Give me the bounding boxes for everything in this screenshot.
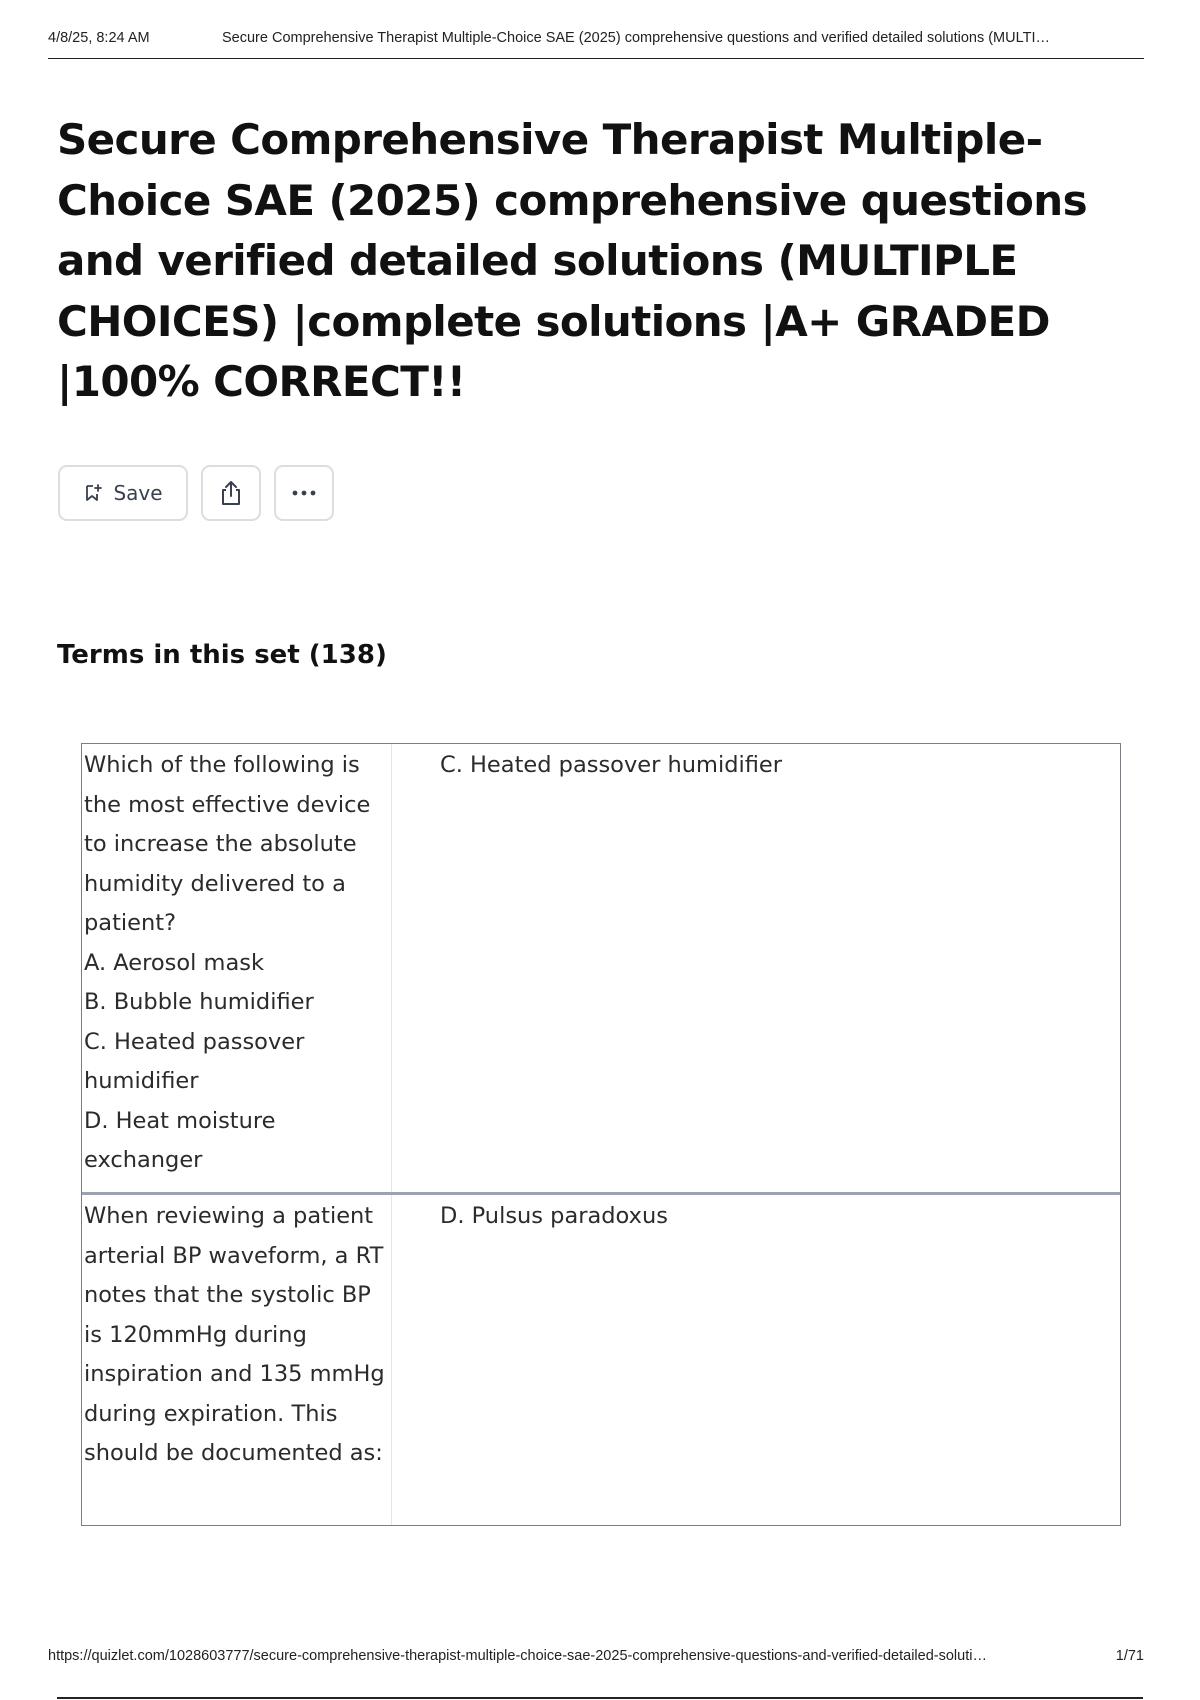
definition-text: C. Heated passover humidifier xyxy=(440,752,782,778)
share-icon xyxy=(218,479,244,507)
term-card xyxy=(82,1192,1120,1525)
term-text: Which of the following is the most effective device to increase the absolute humidity delivered to a patient? A. Aerosol mask B. Bubble humidifier C. Heated passover humidifier D. Heat moisture exchanger xyxy=(82,744,392,1192)
save-button-label: Save xyxy=(113,481,163,505)
print-page-number: 1/71 xyxy=(1115,1648,1144,1664)
print-header xyxy=(48,28,1144,59)
terms-heading: Terms in this set (138) xyxy=(57,640,387,670)
term-text: When reviewing a patient arterial BP waveform, a RT notes that the systolic BP is 120mmHg during inspiration and 135 mmHg during expiration. This should be documented as: xyxy=(82,1195,392,1525)
set-actions-toolbar xyxy=(58,465,334,521)
footer-divider xyxy=(57,1697,1143,1699)
more-options-button[interactable] xyxy=(274,465,334,521)
terms-table xyxy=(81,743,1121,1526)
save-button[interactable] xyxy=(58,465,188,521)
page-title: Secure Comprehensive Therapist Multiple-Choice SAE (2025) comprehensive questions and verified detailed solutions (MULTIPLE CHOICES) |complete solutions |A+ GRADED |100% CORRECT!! xyxy=(57,115,1087,406)
bookmark-add-icon xyxy=(83,483,103,503)
print-document-title: Secure Comprehensive Therapist Multiple-Choice SAE (2025) comprehensive questions and verified detailed solutions (MULTI… xyxy=(222,30,1050,46)
print-timestamp: 4/8/25, 8:24 AM xyxy=(48,30,150,46)
more-options-icon xyxy=(290,489,318,497)
share-button[interactable] xyxy=(201,465,261,521)
term-card xyxy=(82,744,1120,1192)
print-url: https://quizlet.com/1028603777/secure-comprehensive-therapist-multiple-choice-sae-2025-comprehensive-questions-and-verified-detailed-soluti… xyxy=(48,1648,987,1664)
definition-text: D. Pulsus paradoxus xyxy=(440,1203,668,1229)
